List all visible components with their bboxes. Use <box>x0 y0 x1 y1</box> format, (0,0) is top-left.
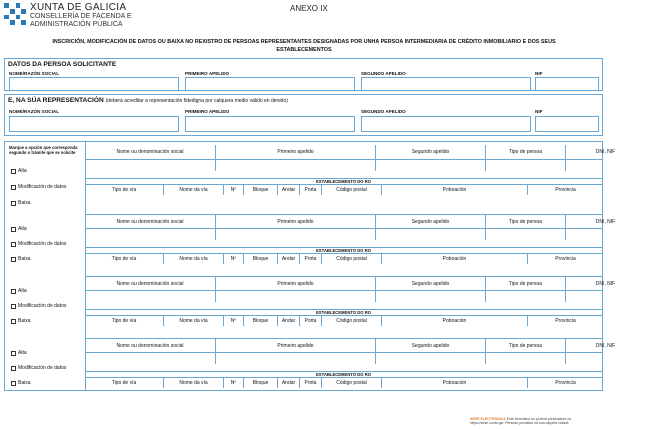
header-row <box>85 338 616 352</box>
checkbox-icon[interactable] <box>11 242 16 247</box>
checkbox-icon[interactable] <box>11 366 16 371</box>
column-header: Nome ou denominación social <box>116 149 184 155</box>
grid-instructions: Marque a opción que corresponda segundo o trámite que se solicite <box>9 145 78 155</box>
address-column-header: Tipo de vía <box>111 318 137 324</box>
checkbox-icon[interactable] <box>11 185 16 190</box>
form-title: INSCRICIÓN, MODIFICACIÓN DE DATOS OU BAIXA NO REXISTRO DE PERSOAS REPRESENTANTES DESIGNADAS POR UNHA PERSOA INTERMEDIARIA DE CRÉDITO INMOBILIARIO E DOS SEUS ESTABLECEMENTOS <box>52 39 556 53</box>
column-header: DNI, NIF <box>565 215 645 228</box>
column-header: DNI, NIF <box>565 277 645 290</box>
option-checkbox[interactable] <box>11 380 31 386</box>
address-column-header: Andar <box>277 316 299 326</box>
label-primeiro-apelido: PRIMEIRO APELIDO <box>185 109 230 114</box>
input-cell[interactable] <box>485 160 565 171</box>
input-cell[interactable] <box>565 229 645 240</box>
option-checkbox[interactable] <box>11 318 31 324</box>
option-checkbox[interactable] <box>11 241 66 247</box>
label-segundo-apelido: SEGUNDO APELIDO <box>361 109 406 114</box>
data-row[interactable] <box>85 352 602 364</box>
input-cell[interactable] <box>85 229 215 240</box>
establecemento-label: ESTABLECEMENTO DO RO <box>316 248 371 253</box>
representacion-segundo-apelido-field[interactable] <box>361 116 531 132</box>
address-column-header: Poboación <box>381 185 527 195</box>
brand-text <box>30 3 132 29</box>
label-nif: NIF <box>535 109 543 114</box>
option-checkbox[interactable] <box>11 184 66 190</box>
address-column-header: Provincia <box>527 185 603 195</box>
page-header <box>4 3 604 33</box>
address-column-header: Tipo de vía <box>111 187 137 193</box>
address-column-header: Nº <box>223 254 243 264</box>
data-row[interactable] <box>85 159 602 171</box>
address-column-header: Bloque <box>243 316 277 326</box>
representacion-nif-field[interactable] <box>535 116 599 132</box>
option-label: Modificación de datos <box>18 365 67 371</box>
brand-line1: XUNTA DE GALICIA <box>30 2 127 13</box>
option-checkbox[interactable] <box>11 303 66 309</box>
solicitante-primeiro-apelido-field[interactable] <box>185 77 355 91</box>
option-label: Baixa <box>18 318 31 324</box>
column-header: Primeiro apelido <box>215 277 375 290</box>
address-column-header: Nome da vía <box>163 378 223 388</box>
input-cell[interactable] <box>375 353 485 364</box>
input-cell[interactable] <box>375 160 485 171</box>
column-header: Tipo de persoa <box>485 145 565 159</box>
column-header: Tipo de persoa <box>485 277 565 290</box>
column-header: Nome ou denominación social <box>116 218 184 225</box>
footer-text1: Este formulario só poderá presentarse na <box>506 417 572 421</box>
brand-line3: ADMINISTRACIÓN PÚBLICA <box>30 21 123 28</box>
address-column-header: Provincia <box>527 316 603 326</box>
checkbox-icon[interactable] <box>11 381 16 386</box>
solicitante-nif-field[interactable] <box>535 77 599 91</box>
column-header: DNI, NIF <box>565 145 645 159</box>
option-checkbox[interactable] <box>11 350 27 356</box>
solicitante-section <box>4 58 603 91</box>
address-header-row <box>85 377 602 388</box>
option-label: Alta <box>18 288 27 294</box>
establecemento-label: ESTABLECEMENTO DO RO <box>316 372 371 377</box>
option-checkbox[interactable] <box>11 256 31 262</box>
solicitante-nome-field[interactable] <box>9 77 179 91</box>
address-column-header: Código postal <box>321 254 381 264</box>
checkbox-icon[interactable] <box>11 257 16 262</box>
address-column-header: Nº <box>223 378 243 388</box>
column-header: Tipo de persoa <box>485 339 565 352</box>
column-header: DNI, NIF <box>565 339 645 352</box>
establecemento-label: ESTABLECEMENTO DO RO <box>316 310 371 315</box>
address-column-header: Andar <box>277 378 299 388</box>
address-column-header: Tipo de vía <box>111 256 137 262</box>
input-cell[interactable] <box>565 353 645 364</box>
representantes-grid <box>4 141 616 391</box>
input-cell[interactable] <box>375 291 485 302</box>
address-column-header: Poboación <box>381 254 527 264</box>
input-cell[interactable] <box>375 229 485 240</box>
option-label: Modificación de datos <box>18 303 67 309</box>
input-cell[interactable] <box>85 353 215 364</box>
representacion-primeiro-apelido-field[interactable] <box>185 116 355 132</box>
representacion-section <box>4 94 603 136</box>
option-checkbox[interactable] <box>11 226 27 232</box>
label-primeiro-apelido: PRIMEIRO APELIDO <box>185 71 230 76</box>
column-header: Primeiro apelido <box>215 145 375 159</box>
input-cell[interactable] <box>485 353 565 364</box>
column-header: Tipo de persoa <box>485 215 565 228</box>
address-column-header: Porta <box>299 254 321 264</box>
address-column-header: Bloque <box>243 185 277 195</box>
input-cell[interactable] <box>85 160 215 171</box>
label-nif: NIF <box>535 71 543 76</box>
column-header: Primeiro apelido <box>215 215 375 228</box>
option-label: Modificación de datos <box>18 241 67 247</box>
address-column-header: Poboación <box>381 378 527 388</box>
address-column-header: Poboación <box>381 316 527 326</box>
input-cell[interactable] <box>85 291 215 302</box>
option-checkbox[interactable] <box>11 288 27 294</box>
header-row <box>85 214 616 228</box>
page-footer <box>470 417 604 425</box>
label-nome: NOME/RAZÓN SOCIAL <box>9 109 60 114</box>
column-header: Primeiro apelido <box>215 339 375 352</box>
column-header: Nome ou denominación social <box>116 280 184 287</box>
address-column-header: Porta <box>299 378 321 388</box>
establecemento-label: ESTABLECEMENTO DO RO <box>316 179 371 184</box>
address-column-header: Porta <box>299 316 321 326</box>
checkbox-icon[interactable] <box>11 319 16 324</box>
option-label: Alta <box>18 350 27 356</box>
header-row <box>85 276 616 290</box>
option-label: Alta <box>18 226 27 232</box>
checkbox-icon[interactable] <box>11 304 16 309</box>
representacion-nome-field[interactable] <box>9 116 179 132</box>
input-cell[interactable] <box>215 229 375 240</box>
input-cell[interactable] <box>565 160 645 171</box>
label-nome: NOME/RAZÓN SOCIAL <box>9 71 60 76</box>
input-cell[interactable] <box>485 291 565 302</box>
anexo-label: ANEXO IX <box>290 4 328 13</box>
column-header: Segundo apelido <box>375 215 485 228</box>
address-column-header: Nome da vía <box>163 254 223 264</box>
representacion-title: E, NA SÚA REPRESENTACIÓN <box>8 97 104 104</box>
header-row <box>85 145 616 159</box>
address-column-header: Provincia <box>527 378 603 388</box>
address-column-header: Código postal <box>321 185 381 195</box>
option-label: Baixa <box>18 200 31 206</box>
column-header: Segundo apelido <box>375 339 485 352</box>
checkbox-icon[interactable] <box>11 289 16 294</box>
address-column-header: Andar <box>277 254 299 264</box>
checkbox-icon[interactable] <box>11 169 16 174</box>
label-segundo-apelido: SEGUNDO APELIDO <box>361 71 406 76</box>
address-column-header: Provincia <box>527 254 603 264</box>
address-column-header: Bloque <box>243 378 277 388</box>
checkbox-icon[interactable] <box>11 351 16 356</box>
input-cell[interactable] <box>565 291 645 302</box>
option-label: Baixa <box>18 256 31 262</box>
footer-text2: https://sede.xunta.gal. Persoas provistas na súa carpeta cidadá <box>470 421 569 425</box>
input-cell[interactable] <box>215 291 375 302</box>
address-column-header: Nº <box>223 185 243 195</box>
input-cell[interactable] <box>215 160 375 171</box>
solicitante-heading: DATOS DA PERSOA SOLICITANTE <box>8 61 117 68</box>
address-column-header: Andar <box>277 185 299 195</box>
address-column-header: Tipo de vía <box>111 380 137 386</box>
option-label: Alta <box>18 168 27 174</box>
checkbox-icon[interactable] <box>11 227 16 232</box>
option-checkbox[interactable] <box>11 168 27 174</box>
column-header: Nome ou denominación social <box>116 342 184 349</box>
input-cell[interactable] <box>485 229 565 240</box>
address-column-header: Bloque <box>243 254 277 264</box>
option-label: Baixa <box>18 380 31 386</box>
input-cell[interactable] <box>215 353 375 364</box>
address-header-row <box>85 184 602 195</box>
brand-line2: CONSELLERÍA DE FACENDA E <box>30 13 132 20</box>
address-column-header: Código postal <box>321 316 381 326</box>
address-header-row <box>85 315 602 326</box>
data-row[interactable] <box>85 290 602 302</box>
xunta-logo-icon <box>4 3 26 25</box>
column-header: Segundo apelido <box>375 277 485 290</box>
sede-logo-text: SEDE ELECTRÓNICA <box>470 417 506 421</box>
address-column-header: Nome da vía <box>163 185 223 195</box>
address-column-header: Código postal <box>321 378 381 388</box>
address-header-row <box>85 253 602 264</box>
representacion-note: (deberá acreditar a representación fidedigna por calquera medio válido en dereito) <box>105 98 288 104</box>
address-column-header: Nº <box>223 316 243 326</box>
solicitante-segundo-apelido-field[interactable] <box>361 77 531 91</box>
checkbox-icon[interactable] <box>11 201 16 206</box>
data-row[interactable] <box>85 228 602 240</box>
address-column-header: Porta <box>299 185 321 195</box>
address-column-header: Nome da vía <box>163 316 223 326</box>
option-checkbox[interactable] <box>11 200 31 206</box>
representacion-heading <box>5 95 602 106</box>
column-header: Segundo apelido <box>375 145 485 159</box>
option-label: Modificación de datos <box>18 184 67 190</box>
option-checkbox[interactable] <box>11 365 66 371</box>
